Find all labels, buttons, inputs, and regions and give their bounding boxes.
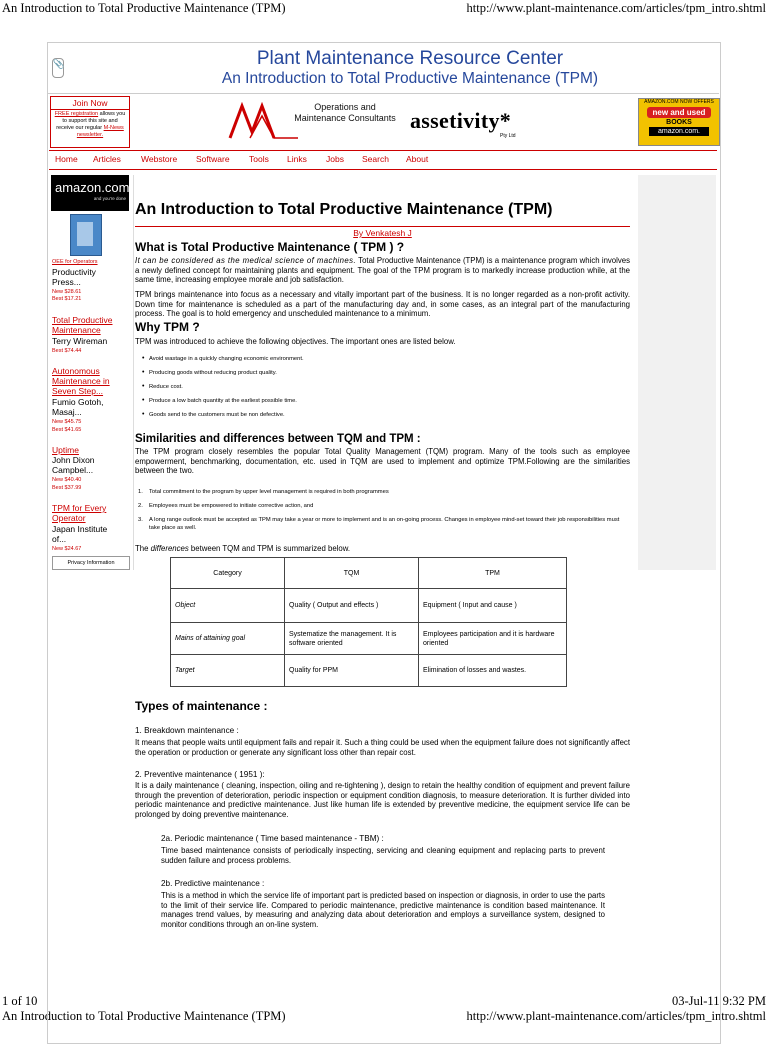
nav-software[interactable]: Software: [196, 154, 230, 164]
similarity-item: 1. Total commitment to the program by upper level management is required in both programmes: [138, 489, 389, 495]
sponsor-line2: Maintenance Consultants: [294, 113, 396, 123]
why-list-item: • Goods send to the customers must be non defective.: [149, 411, 285, 419]
type-2a-title: 2a. Periodic maintenance ( Time based maintenance - TBM) :: [161, 834, 384, 843]
join-text: [51, 110, 129, 140]
title-divider: [135, 226, 630, 227]
sidebar-feature-price-new: New $28.61: [52, 289, 82, 295]
amazon-logo[interactable]: [51, 175, 129, 211]
print-footer-title: An Introduction to Total Productive Maintenance (TPM): [2, 1009, 286, 1023]
nav-jobs[interactable]: Jobs: [326, 154, 344, 164]
table-cell: Quality ( Output and effects ): [285, 589, 419, 623]
paperclip-icon: 📎: [52, 58, 64, 78]
heading-types: Types of maintenance :: [135, 699, 268, 713]
mnews-link[interactable]: M-News newsletter.: [76, 125, 124, 138]
similarity-text: Employees must be empowered to initiate corrective action, and: [149, 503, 314, 509]
right-ad-column: [638, 175, 716, 570]
sidebar-book-author: Fumio Gotoh, Masaj...: [52, 397, 104, 417]
table-row: [171, 655, 567, 687]
sponsor-tagline: [280, 102, 410, 124]
type-2b-title: 2b. Predictive maintenance :: [161, 879, 265, 888]
nav-articles[interactable]: Articles: [93, 154, 121, 164]
type-1-title: 1. Breakdown maintenance :: [135, 726, 239, 735]
print-footer-datetime: 03-Jul-11 9:32 PM: [672, 994, 766, 1008]
nav-tools[interactable]: Tools: [249, 154, 269, 164]
amazon-logo-text: amazon.com: [55, 180, 130, 195]
nav-search[interactable]: Search: [362, 154, 389, 164]
amazon-ad-badge: new and used: [647, 107, 711, 118]
why-list-item: • Produce a low batch quantity at the earliest possible time.: [149, 397, 297, 405]
table-header-cell: Category: [171, 558, 285, 589]
table-header-cell: TPM: [419, 558, 567, 589]
sidebar-book-price-new: New $45.75: [52, 419, 82, 425]
sidebar-book-link[interactable]: Uptime: [52, 445, 79, 455]
print-footer-page: 1 of 10: [2, 994, 38, 1008]
main-nav: [49, 150, 717, 170]
sidebar-feature-link[interactable]: OEE for Operators: [52, 259, 98, 265]
amazon-ad-brand: amazon.com.: [649, 127, 709, 136]
table-cell: Object: [171, 589, 285, 623]
type-2-title: 2. Preventive maintenance ( 1951 ):: [135, 770, 265, 779]
privacy-information-link[interactable]: Privacy Information: [52, 556, 130, 570]
site-subtitle: An Introduction to Total Productive Maintenance (TPM): [221, 70, 599, 87]
similarity-item: 3. A long range outlook must be accepted as TPM may take a year or more to implement and is an on-going process. Changes in employee mind-set toward their job responsibilities must take place as well.: [138, 517, 620, 531]
similarity-item: 2. Employees must be empowered to initiate corrective action, and: [138, 503, 314, 509]
table-cell: Target: [171, 655, 285, 687]
author-byline[interactable]: By Venkatesh J: [353, 228, 412, 238]
heading-similarities: Similarities and differences between TQM and TPM :: [135, 433, 421, 445]
amazon-logo-tag: and you're done: [93, 196, 126, 201]
amazon-banner-ad[interactable]: [638, 98, 720, 146]
diff-pre: The: [135, 544, 151, 553]
book-cover-image[interactable]: [70, 214, 102, 256]
type-2-body: It is a daily maintenance ( cleaning, inspection, oiling and re-tightening ), design to retain the healthy condition of equipment and prevent failure through the prevention of deterioration, periodic inspection or equipment condition diagnosis, to measure deterioration. It is further divided into periodic maintenance and predictive maintenance. Just like human life is extended by preventive medicine, the equipment service life can be prolonged by doing preventive maintenance.: [135, 781, 630, 819]
why-list-item: • Producing goods without reducing product quality.: [149, 369, 277, 377]
sidebar-book-price-best: Best $74.44: [52, 348, 82, 354]
why-intro: TPM was introduced to achieve the following objectives. The important ones are listed below.: [135, 337, 456, 346]
join-text-rest: allows you to support this site and receive our regular: [56, 111, 126, 131]
sidebar-book-author: Terry Wireman: [52, 336, 108, 346]
sidebar-book-author: John Dixon Campbel...: [52, 455, 95, 475]
diff-post: between TQM and TPM is summarized below.: [188, 544, 351, 553]
print-header-title: An Introduction to Total Productive Maintenance (TPM): [2, 1, 286, 15]
heading-why-tpm: Why TPM ?: [135, 320, 200, 334]
table-header-cell: TQM: [285, 558, 419, 589]
why-list-item: • Reduce cost.: [149, 383, 183, 391]
sponsor-pty: Pty Ltd: [500, 133, 516, 139]
nav-webstore[interactable]: Webstore: [141, 154, 178, 164]
sponsor-line1: Operations and: [314, 102, 376, 112]
join-now-link[interactable]: Join Now: [51, 97, 129, 110]
sidebar-book-link[interactable]: Autonomous Maintenance in Seven Step...: [52, 366, 110, 396]
table-cell: Employees participation and it is hardware oriented: [419, 623, 567, 655]
table-cell: Systematize the management. It is software oriented: [285, 623, 419, 655]
sidebar-book-author: Japan Institute of...: [52, 524, 108, 544]
tqm-tpm-table: [170, 557, 567, 687]
sidebar-divider: [133, 175, 134, 570]
table-header-row: [171, 558, 567, 589]
type-2a-body: Time based maintenance consists of periodically inspecting, servicing and cleaning equipment and replacing parts to prevent sudden failure and process problems.: [161, 846, 605, 865]
print-footer-url: http://www.plant-maintenance.com/articles/tpm_intro.shtml: [466, 1009, 766, 1023]
sidebar-book-price-best: Best $37.99: [52, 485, 82, 491]
table-cell: Quality for PPM: [285, 655, 419, 687]
amazon-ad-top: AMAZON.COM NOW OFFERS: [644, 99, 714, 105]
article-title: An Introduction to Total Productive Maintenance (TPM): [135, 201, 553, 218]
sidebar-book-link[interactable]: Total Productive Maintenance: [52, 315, 113, 335]
heading-what-is-tpm: What is Total Productive Maintenance ( TPM ) ?: [135, 240, 405, 254]
what-paragraph-1: [135, 256, 630, 285]
print-header-url: http://www.plant-maintenance.com/articles/tpm_intro.shtml: [466, 1, 766, 15]
why-list-item: • Avoid wastage in a quickly changing economic environment.: [149, 355, 304, 363]
similarities-paragraph: The TPM program closely resembles the popular Total Quality Management (TQM) program. Many of the tools such as employee empowerment, benchmarking, documentation, etc. used in TQM are used to implement and optimize TPM.Following are the similarities between the two.: [135, 447, 630, 475]
table-cell: Mains of attaining goal: [171, 623, 285, 655]
table-row: [171, 589, 567, 623]
what-p1-rest: Total Productive Maintenance (TPM) is a maintenance program which involves a newly defined concept for maintaining plants and equipment. The goal of the TPM program is to markedly increase production while, at the same time, increasing employee morale and job satisfaction.: [135, 256, 631, 284]
type-1-body: It means that people waits until equipment fails and repair it. Such a thing could be used when the equipment failure does not significantly affect the operation or production or generate any significant loss other than repair cost.: [135, 738, 630, 757]
sidebar-book-price-best: Best $41.65: [52, 427, 82, 433]
sponsor-brand[interactable]: assetivity*: [410, 108, 512, 133]
sidebar-book-link[interactable]: TPM for Every Operator: [52, 503, 107, 523]
what-italic: It can be considered as the medical science of machines.: [135, 256, 357, 265]
free-registration-link[interactable]: FREE registration: [54, 111, 99, 117]
sidebar-feature-title: Productivity Press...: [52, 267, 96, 287]
amazon-ad-books: BOOKS: [666, 119, 692, 126]
join-box: [50, 96, 130, 148]
site-title: Plant Maintenance Resource Center: [256, 48, 564, 69]
table-row: [171, 623, 567, 655]
table-cell: Equipment ( Input and cause ): [419, 589, 567, 623]
table-cell: Elimination of losses and wastes.: [419, 655, 567, 687]
similarity-text: Total commitment to the program by upper level management is required in both programmes: [149, 489, 389, 495]
differences-intro: [135, 544, 630, 554]
type-2b-body: This is a method in which the service life of important part is predicted based on inspection or diagnosis, in order to use the parts to the limit of their service life. Compared to periodic maintenance, predictive maintenance is condition based maintenance. It manages trend values, by measuring and analyzing data about deterioration and employs a surveillance system, designed to monitor conditions through an on-line system.: [161, 891, 605, 929]
what-paragraph-2: TPM brings maintenance into focus as a necessary and vitally important part of the business. It is no longer regarded as a non-profit activity. Down time for maintenance is scheduled as a part of the manufacturing day and, in some cases, as an integral part of the manufacturing process. The goal is to hold emergency and unscheduled maintenance to a minimum.: [135, 290, 630, 318]
sidebar-book-price-new: New $40.40: [52, 477, 82, 483]
nav-home[interactable]: Home: [55, 154, 78, 164]
similarity-text: A long range outlook must be accepted as TPM may take a year or more to implement and is an on-going process. Changes in employee mind-set toward their job responsibilities must take place as well.: [149, 517, 620, 531]
nav-links[interactable]: Links: [287, 154, 307, 164]
sidebar-feature-price-best: Best $17.21: [52, 296, 82, 302]
diff-italic: differences: [150, 544, 189, 553]
sidebar-book-price-new: New $24.67: [52, 546, 82, 552]
nav-about[interactable]: About: [406, 154, 429, 164]
